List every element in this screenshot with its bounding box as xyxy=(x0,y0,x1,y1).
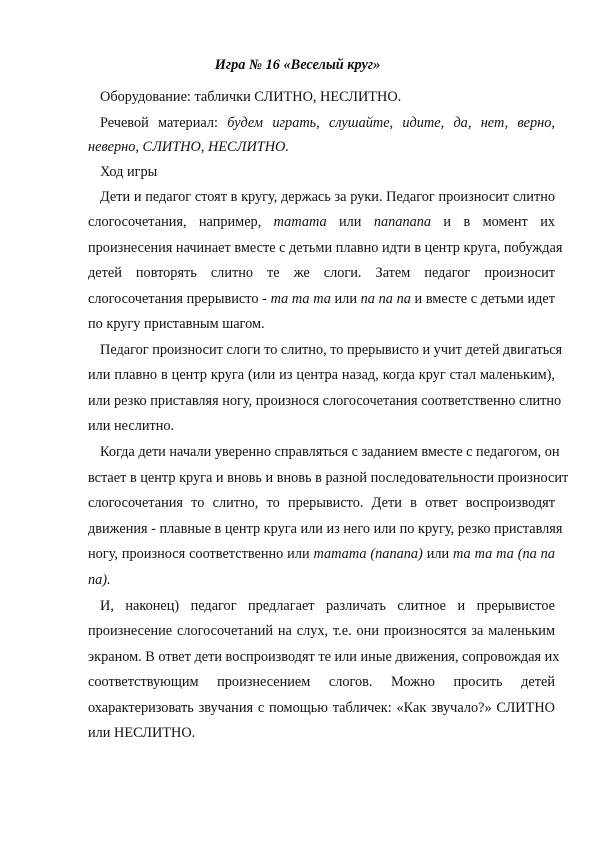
p3-line-3: слогосочетания то слитно, то прерывисто. Дети в ответ воспроизводят xyxy=(88,495,555,511)
equipment-line: Оборудование: таблички СЛИТНО, НЕСЛИТНО. xyxy=(100,89,402,105)
p1-line-4: детей повторять слитно те же слоги. Затем педагог произносит xyxy=(88,265,555,281)
p3-line-4: движения - плавные в центр круга или из него или по кругу, резко приставляя xyxy=(88,521,563,537)
game-title: Игра № 16 «Веселый круг» xyxy=(214,57,381,73)
p3-line-6: па). xyxy=(88,572,111,588)
p1-line-5: слогосочетания прерывисто - та та та или па па па и вместе с детьми идет xyxy=(88,291,556,307)
p4-line-4: соответствующим произнесением слогов. Можно просить детей xyxy=(88,674,555,690)
p1-line-3: произнесения начинает вместе с детьми плавно идти в центр круга, побуждая xyxy=(88,240,563,256)
p2-line-2: или плавно в центр круга (или из центра назад, когда круг стал маленьким), xyxy=(88,367,555,383)
p3-line-5: ногу, произнося соответственно или татата (папапа) или та та та (па па xyxy=(88,546,555,562)
speech-material-words: будем играть, слушайте, идите, да, нет, верно, xyxy=(227,115,555,131)
p1-line-6: по кругу приставным шагом. xyxy=(88,316,265,332)
p4-line-2: произнесение слогосочетаний на слух, т.е. они произносятся за маленьким xyxy=(88,623,555,639)
speech-material-line-2: неверно, СЛИТНО, НЕСЛИТНО. xyxy=(88,139,289,155)
p4-line-3: экраном. В ответ дети воспроизводят те или иные движения, сопровождая их xyxy=(88,649,560,665)
speech-material-label: Речевой материал: xyxy=(100,115,218,131)
p2-line-1: Педагог произносит слоги то слитно, то прерывисто и учит детей двигаться xyxy=(100,342,563,358)
p1-line-2: слогосочетания, например, татата или папапапа и в момент их xyxy=(88,214,555,230)
p3-line-1: Когда дети начали уверенно справляться с заданием вместе с педагогом, он xyxy=(100,444,560,460)
section-heading: Ход игры xyxy=(100,164,158,180)
p4-line-6: или НЕСЛИТНО. xyxy=(88,725,196,741)
speech-material-line-1 xyxy=(100,114,555,132)
p3-line-2: встает в центр круга и вновь и вновь в разной последовательности произносит xyxy=(88,470,569,486)
p1-line-1: Дети и педагог стоят в кругу, держась за руки. Педагог произносит слитно xyxy=(100,189,555,205)
p2-line-3: или резко приставляя ногу, произнося слогосочетания соответственно слитно xyxy=(88,393,562,409)
p4-line-5: охарактеризовать звучания с помощью табличек: «Как звучало?» СЛИТНО xyxy=(88,700,555,716)
p4-line-1: И, наконец) педагог предлагает различать слитное и прерывистое xyxy=(100,598,555,614)
p2-line-4: или неслитно. xyxy=(88,418,175,434)
